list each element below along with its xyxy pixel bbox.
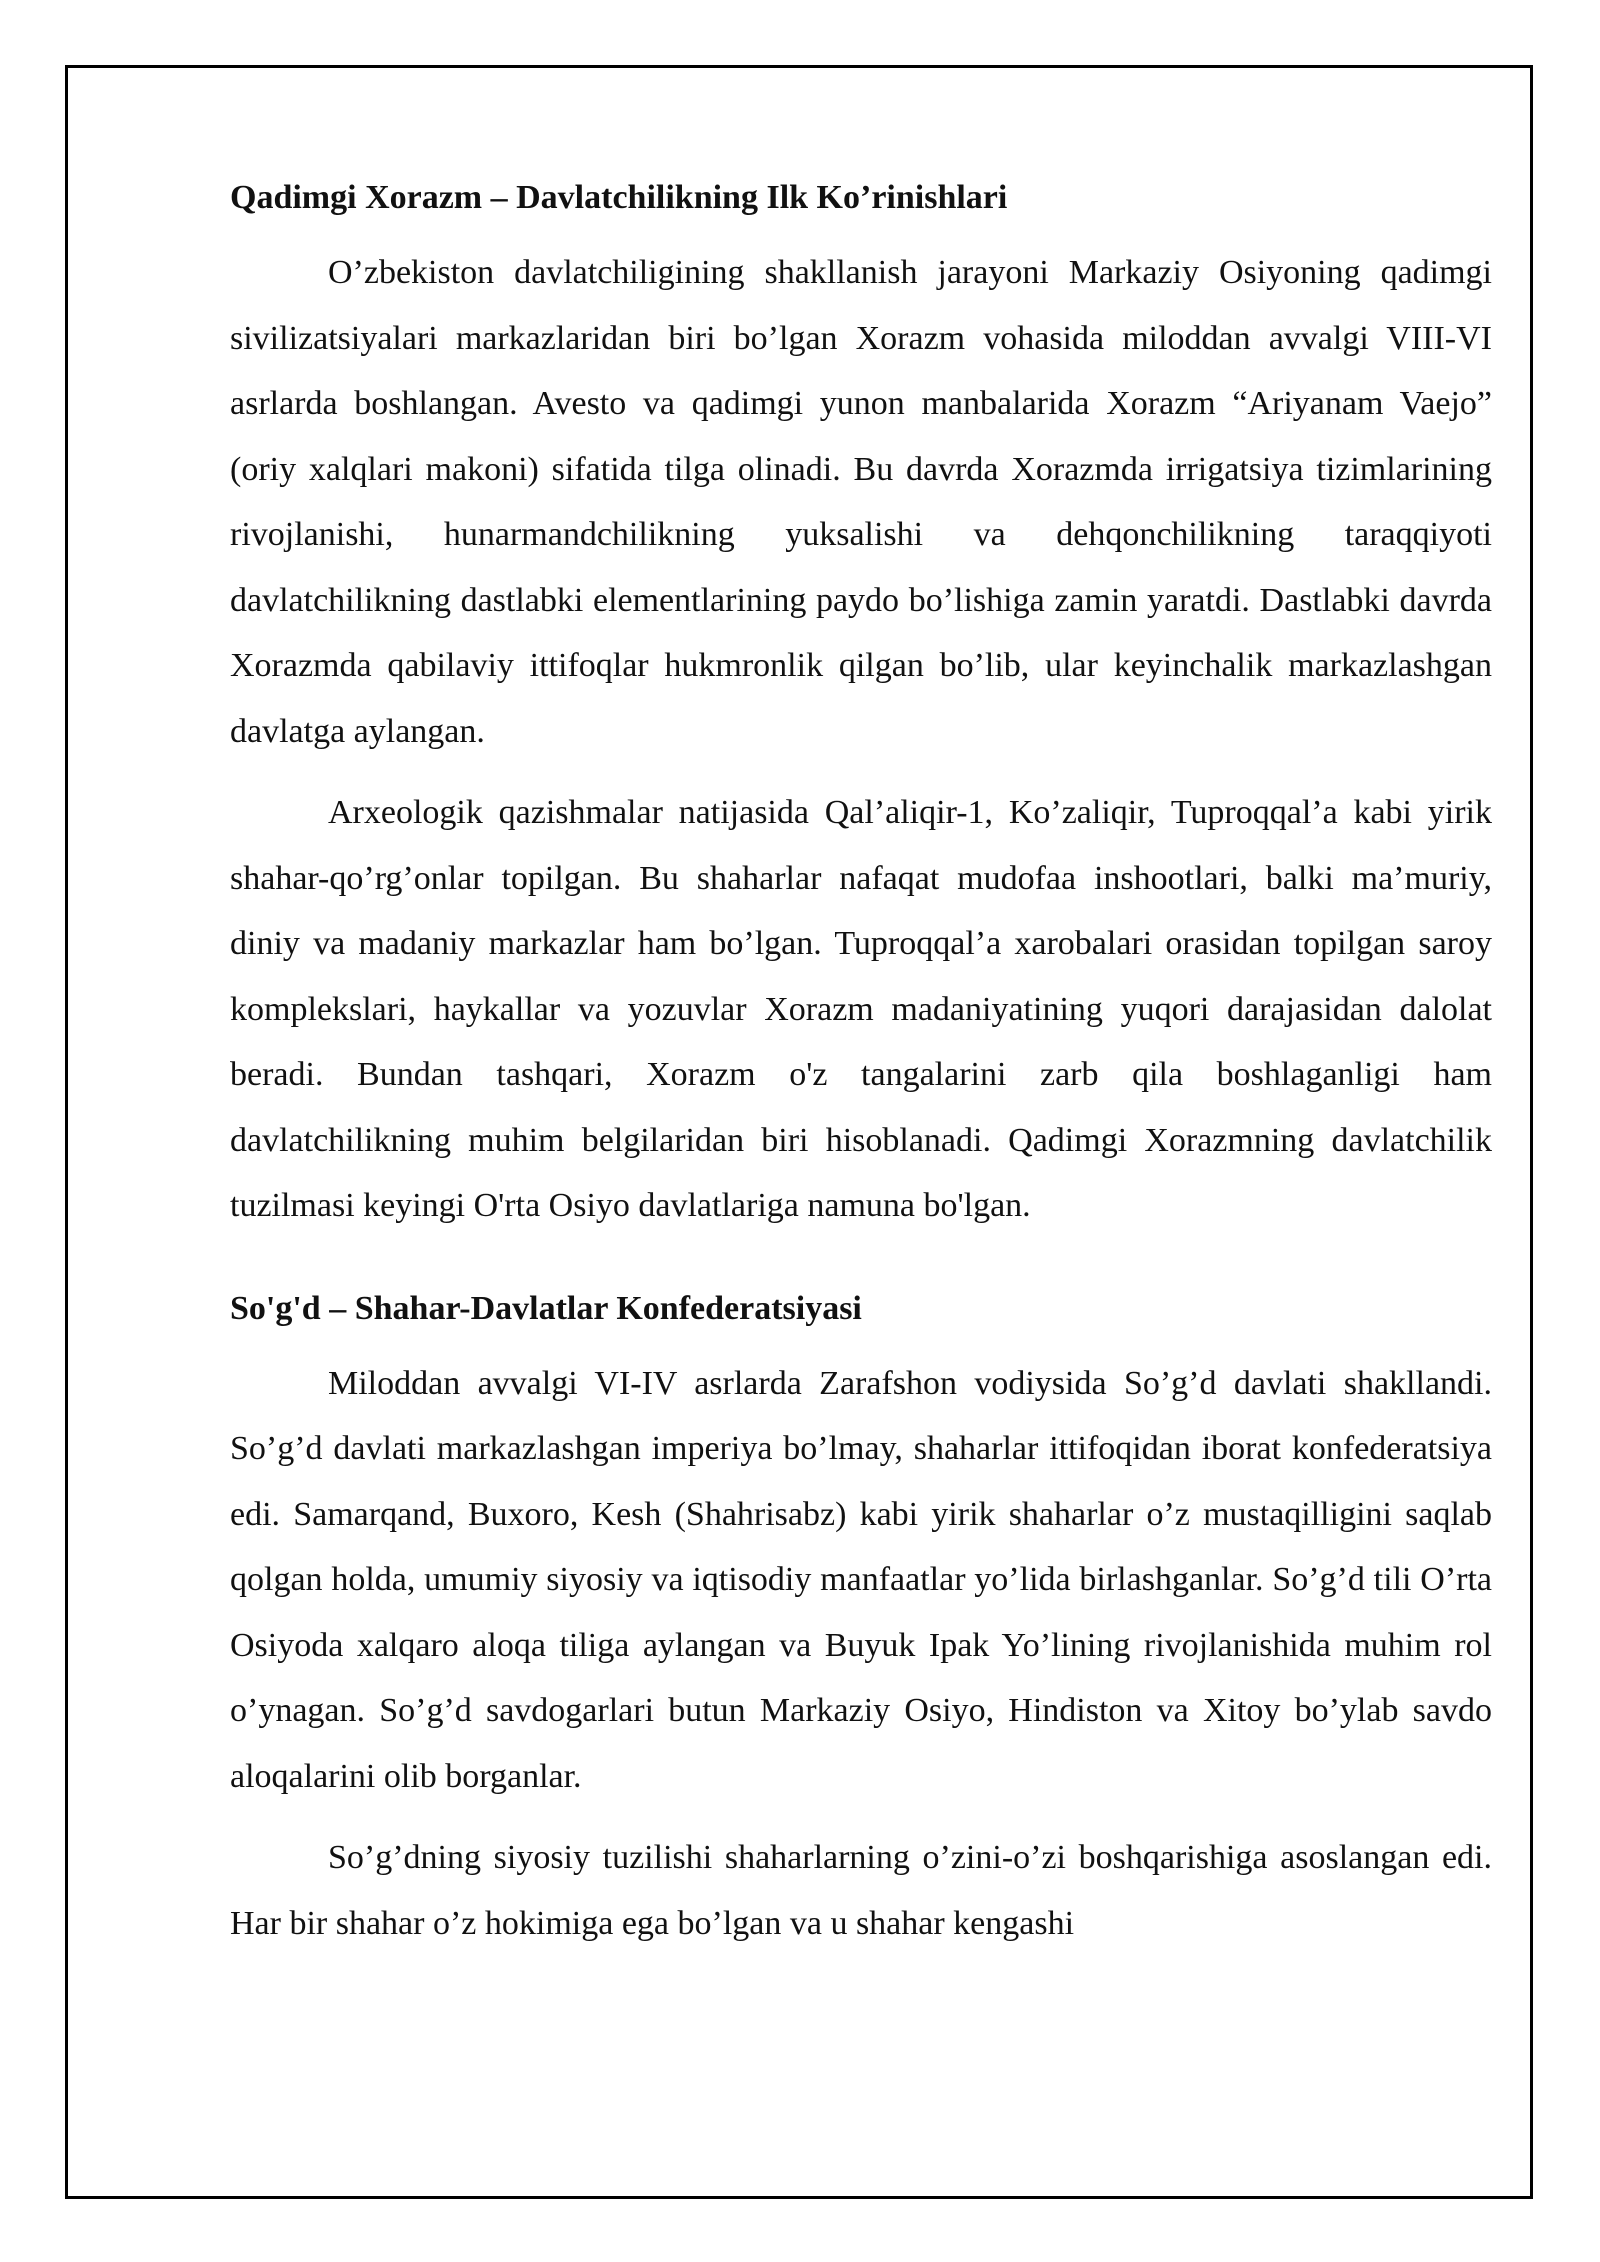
paragraph-sogd-2: So’g’dning siyosiy tuzilishi shaharlarning o’zini-o’zi boshqarishiga asoslangan edi. Har bir shahar o’z hokimiga ega bo’lgan va u shahar kengashi (230, 1839, 1492, 1942)
document-body (230, 170, 1492, 1972)
section-heading-khorezm: Qadimgi Xorazm – Davlatchilikning Ilk Ko’rinishlari (230, 179, 1008, 216)
paragraph-sogd-1: Miloddan avvalgi VI-IV asrlarda Zarafshon vodiysida So’g’d davlati shakllandi. So’g’d davlati markazlashgan imperiya bo’lmay, shaharlar ittifoqidan iborat konfederatsiya edi. Samarqand, Buxoro, Kesh (Shahrisabz) kabi yirik shaharlar o’z mustaqilligini saqlab qolgan holda, umumiy siyosiy va iqtisodiy manfaatlar yo’lida birlashganlar. So’g’d tili O’rta Osiyoda xalqaro aloqa tiliga aylangan va Buyuk Ipak Yo’lining rivojlanishida muhim rol o’ynagan. So’g’d savdogarlari butun Markaziy Osiyo, Hindiston va Xitoy bo’ylab savdo aloqalarini olib borganlar. (230, 1364, 1492, 1795)
paragraph-khorezm-1: O’zbekiston davlatchiligining shakllanish jarayoni Markaziy Osiyoning qadimgi sivilizatsiyalari markazlaridan biri bo’lgan Xorazm vohasida miloddan avvalgi VIII-VI asrlarda boshlangan. Avesto va qadimgi yunon manbalarida Xorazm “Ariyanam Vaejo” (oriy xalqlari makoni) sifatida tilga olinadi. Bu davrda Xorazmda irrigatsiya tizimlarining rivojlanishi, hunarmandchilikning yuksalishi va dehqonchilikning taraqqiyoti davlatchilikning dastlabki elementlarining paydo bo’lishiga zamin yaratdi. Dastlabki davrda Xorazmda qabilaviy ittifoqlar hukmronlik qilgan bo’lib, ular keyinchalik markazlashgan davlatga aylangan. (230, 254, 1492, 750)
paragraph-khorezm-2: Arxeologik qazishmalar natijasida Qal’aliqir-1, Ko’zaliqir, Tuproqqal’a kabi yirik shahar-qo’rg’onlar topilgan. Bu shaharlar nafaqat mudofaa inshootlari, balki ma’muriy, diniy va madaniy markazlar ham bo’lgan. Tuproqqal’a xarobalari orasidan topilgan saroy komplekslari, haykallar va yozuvlar Xorazm madaniyatining yuqori darajasidan dalolat beradi. Bundan tashqari, Xorazm o'z tangalarini zarb qila boshlaganligi ham davlatchilikning muhim belgilaridan biri hisoblanadi. Qadimgi Xorazmning davlatchilik tuzilmasi keyingi O'rta Osiyo davlatlariga namuna bo'lgan. (230, 794, 1492, 1224)
section-heading-sogd: So'g'd – Shahar-Davlatlar Konfederatsiyasi (230, 1289, 862, 1327)
